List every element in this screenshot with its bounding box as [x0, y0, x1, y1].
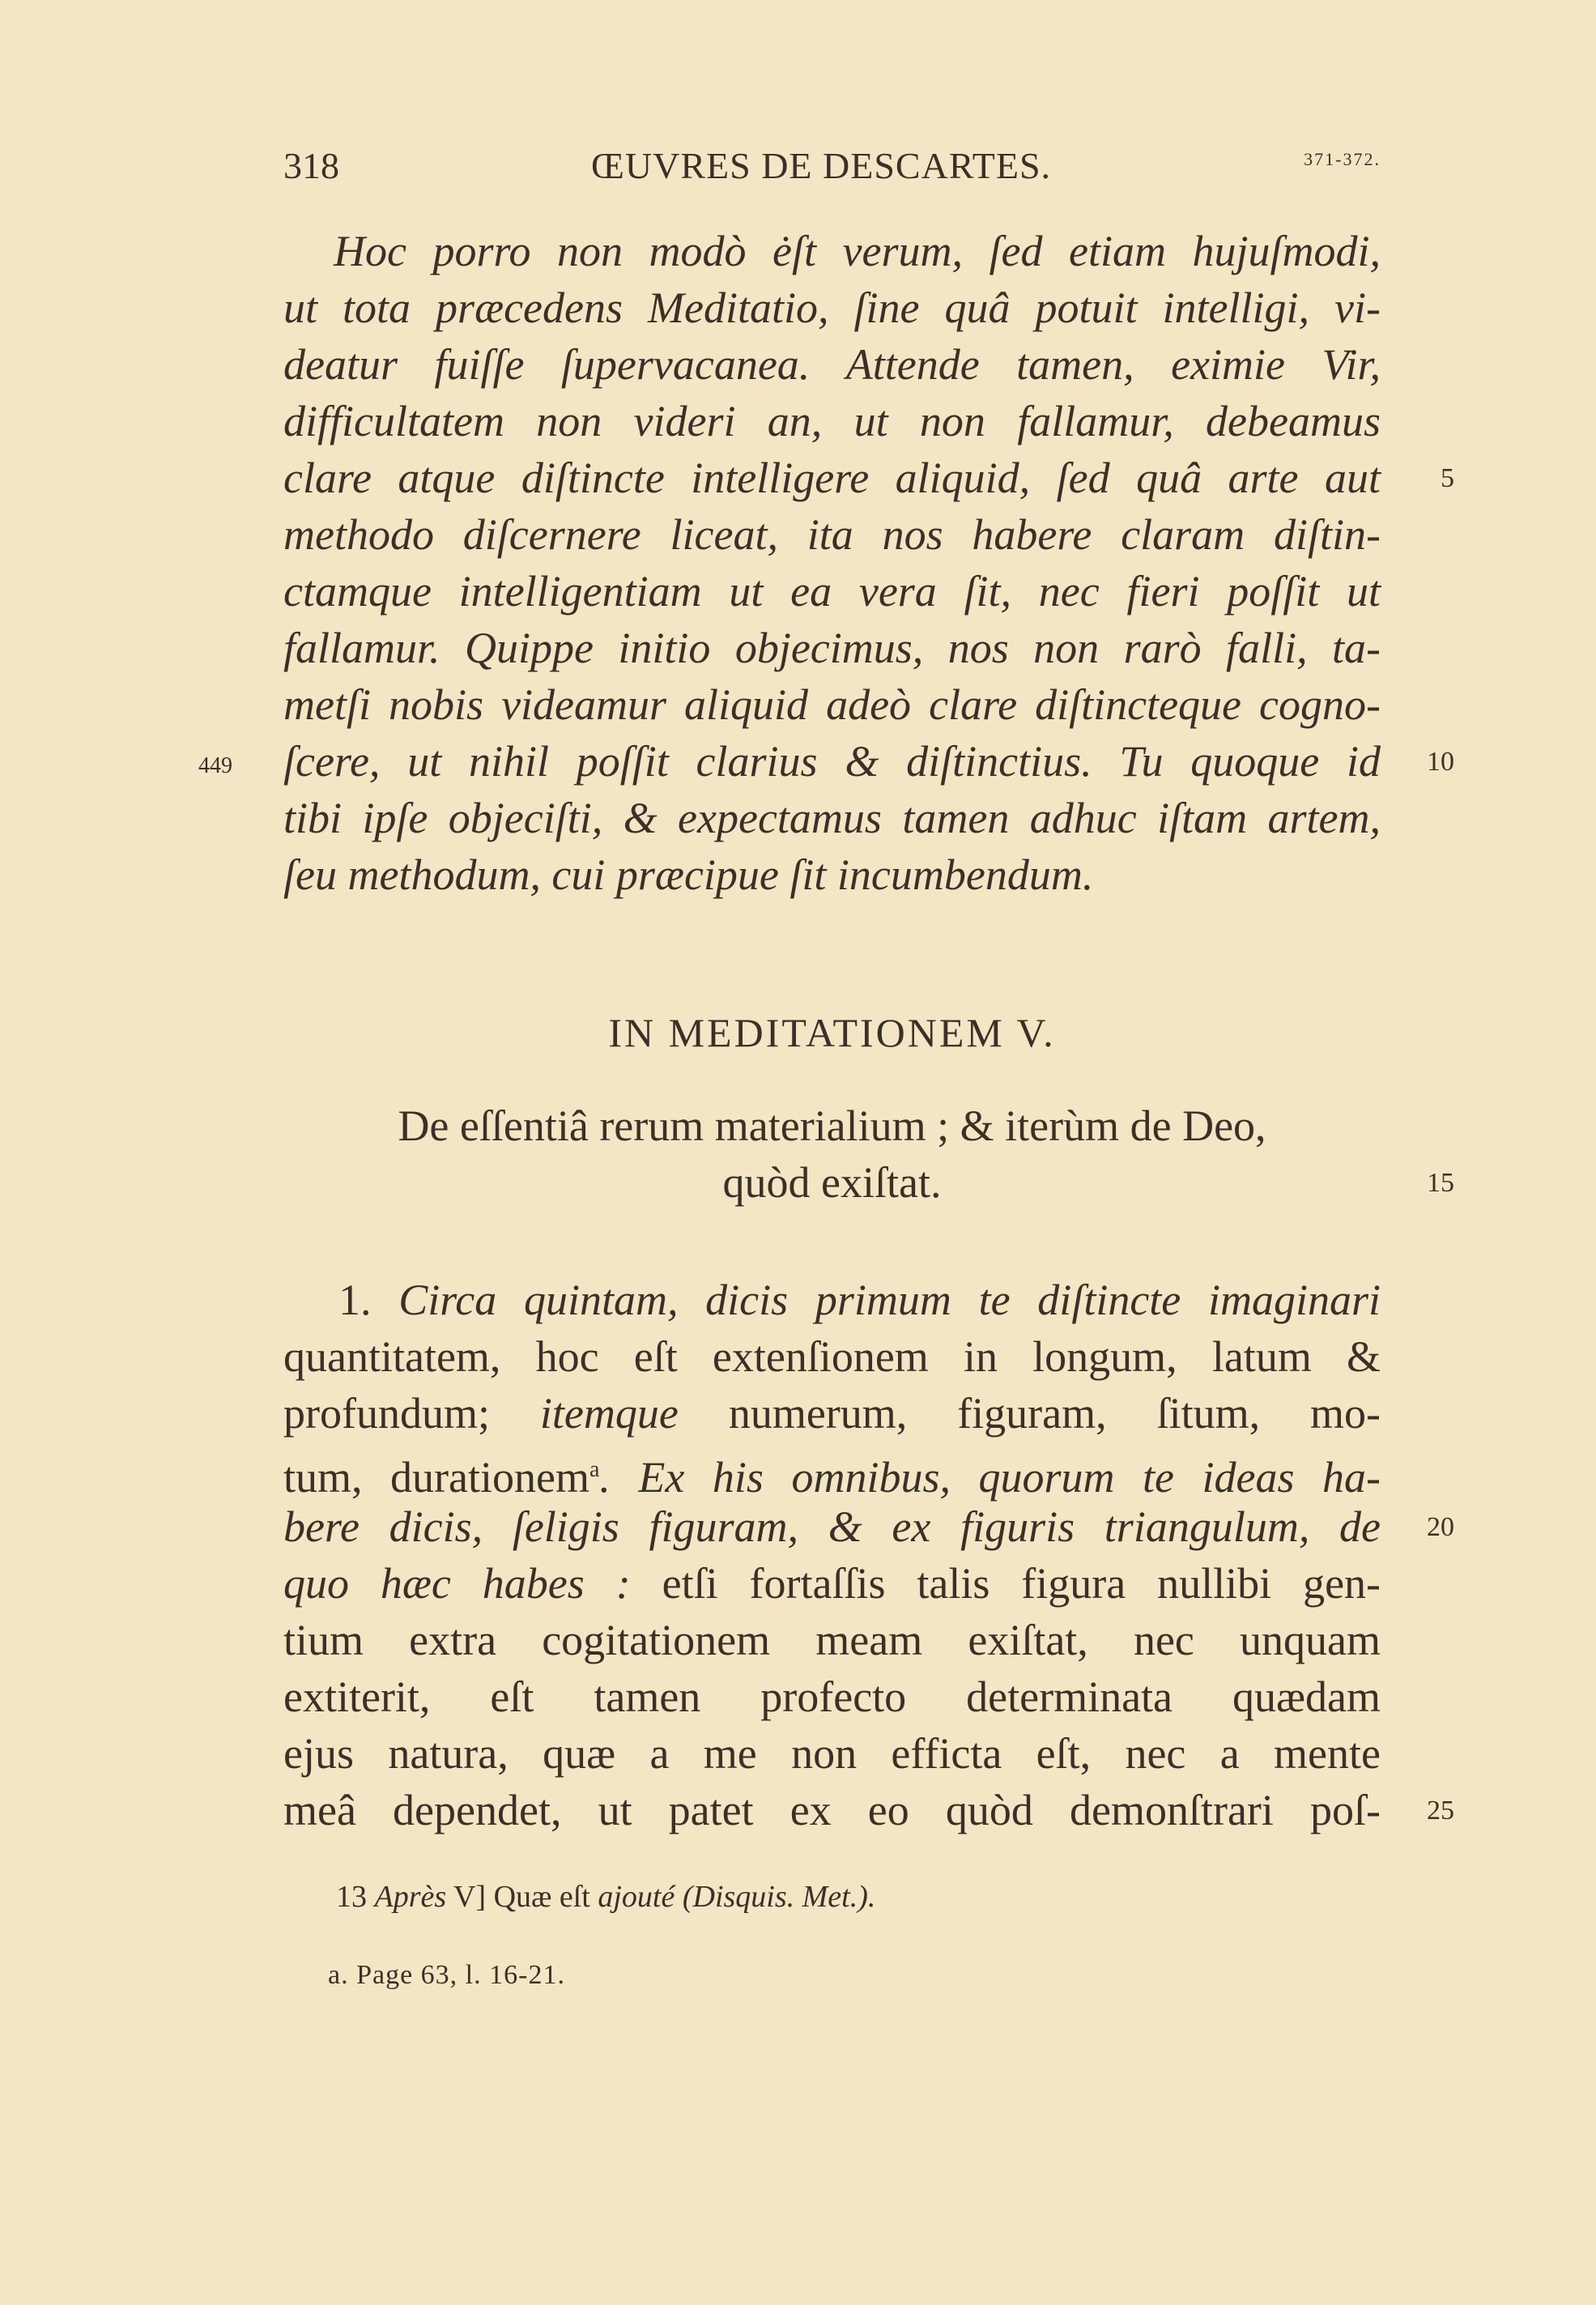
text-span: Circa quintam, dicis primum te diſtincte imaginari: [398, 1276, 1381, 1324]
text-line: quantitatem, hoc eſt extenſionem in longum, latum &: [283, 1332, 1381, 1381]
text-line: [283, 1555, 1381, 1612]
text-line: ctamque intelligentiam ut ea vera ſit, nec fieri poſſit ut: [283, 567, 1381, 616]
text-line: ſcere, ut nihil poſſit clarius & diſtinctius. Tu quoque id: [283, 737, 1381, 786]
text-line: [283, 1442, 1381, 1506]
text-line: [283, 1385, 1381, 1442]
text-line: Hoc porro non modò ėſt verum, ſed etiam hujuſmodi,: [334, 227, 1381, 275]
page-header: [283, 144, 1381, 193]
text-span: . Ex his omnibus, quorum te ideas ha-: [599, 1453, 1381, 1502]
footnote-line-ref: 13: [336, 1880, 367, 1914]
text-line: [338, 1272, 1381, 1328]
text-line: tium extra cogitationem meam exiſtat, nec unquam: [283, 1616, 1381, 1664]
original-page-number: 449: [198, 753, 232, 778]
line-number: 15: [1427, 1168, 1454, 1198]
text-line: methodo diſcernere liceat, ita nos habere claram diſtin-: [283, 510, 1381, 559]
text-line: bere dicis, ſeligis figuram, & ex figuris triangulum, de: [283, 1502, 1381, 1551]
text-span: profundum;: [283, 1389, 490, 1438]
footnote-marker: a: [589, 1457, 600, 1482]
section-subtitle: quòd exiſtat.: [722, 1158, 942, 1207]
text-line: ſeu methodum, cui præcipue ſit incumbendum.: [283, 850, 1094, 899]
text-span: Après: [374, 1880, 447, 1914]
edition-reference: 371-372.: [1304, 149, 1381, 169]
running-title: ŒUVRES DE DESCARTES.: [591, 145, 1052, 186]
text-line: ejus natura, quæ a me non efficta eſt, nec a mente: [283, 1729, 1381, 1778]
text-line: meâ dependet, ut patet ex eo quòd demonſtrari poſ-: [283, 1786, 1381, 1834]
footnote-variant: [336, 1879, 875, 1915]
text-line: deatur fuiſſe ſupervacanea. Attende tamen, eximie Vir,: [283, 340, 1381, 389]
text-span: (Disquis. Met.).: [682, 1880, 876, 1914]
line-number: 10: [1427, 747, 1454, 777]
section-heading: IN MEDITATIONEM V.: [608, 1010, 1056, 1055]
page-number: 318: [283, 145, 339, 186]
section-subtitle: De eſſentiâ rerum materialium ; & iterùm de Deo,: [398, 1101, 1266, 1150]
line-number: 20: [1427, 1512, 1454, 1542]
footnote-reference: a. Page 63, l. 16-21.: [328, 1960, 565, 1990]
text-line: fallamur. Quippe initio objecimus, nos non rarò falli, ta-: [283, 624, 1381, 672]
text-span: etſi fortaſſis talis figura nullibi gen-: [662, 1559, 1381, 1608]
paragraph-number: 1.: [338, 1276, 372, 1324]
text-line: clare atque diſtincte intelligere aliquid, ſed quâ arte aut: [283, 454, 1381, 502]
text-line: metſi nobis videamur aliquid adeò clare diſtincteque cogno-: [283, 680, 1381, 729]
text-line: ut tota præcedens Meditatio, ſine quâ potuit intelligi, vi-: [283, 283, 1381, 332]
text-span: tum, durationem: [283, 1453, 589, 1502]
text-span: ajouté: [598, 1880, 675, 1914]
text-span: quo hæc habes :: [283, 1559, 631, 1608]
text-span: V] Quæ eſt: [453, 1880, 590, 1914]
text-line: tibi ipſe objeciſti, & expectamus tamen adhuc iſtam artem,: [283, 794, 1381, 842]
line-number: 5: [1441, 463, 1454, 493]
text-line: difficultatem non videri an, ut non fallamur, debeamus: [283, 397, 1381, 445]
text-span: numerum, figuram, ſitum, mo-: [728, 1389, 1381, 1438]
line-number: 25: [1427, 1796, 1454, 1826]
text-line: extiterit, eſt tamen profecto determinata quædam: [283, 1672, 1381, 1721]
text-span: itemque: [539, 1389, 679, 1438]
